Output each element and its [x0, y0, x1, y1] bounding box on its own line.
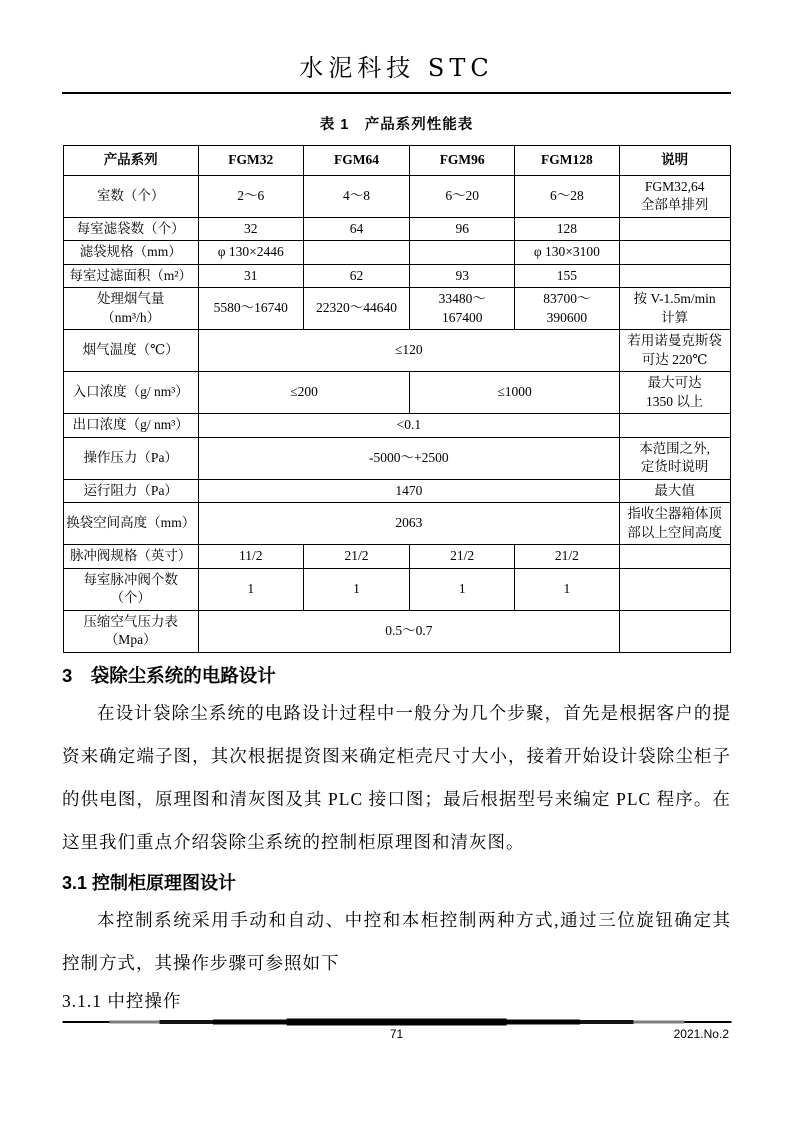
- table-cell: 6～28: [515, 175, 620, 217]
- table-cell: 2063: [198, 503, 619, 545]
- paragraph-control-system: 本控制系统采用手动和自动、中控和本柜控制两种方式,通过三位旋钮确定其控制方式，其操作步骤可参照如下: [62, 909, 731, 973]
- table-cell: 21/2: [303, 545, 410, 569]
- table-row-label: 处理烟气量 （nm³/h）: [63, 288, 198, 330]
- table-row: [63, 217, 730, 241]
- table-cell: 62: [303, 264, 410, 288]
- table-cell: 最大可达 1350 以上: [619, 372, 730, 414]
- table-cell: 64: [303, 217, 410, 241]
- table-cell: 最大值: [619, 479, 730, 503]
- table-cell: 96: [410, 217, 515, 241]
- table-column-header: FGM96: [410, 146, 515, 176]
- table-cell: ≤1000: [410, 372, 619, 414]
- table-cell: 1: [198, 568, 303, 610]
- table-row-label: 操作压力（Pa）: [63, 437, 198, 479]
- paragraph-circuit-design: 在设计袋除尘系统的电路设计过程中一般分为几个步聚，首先是根据客户的提资来确定端子图，其次根据提资图来确定柜壳尺寸大小，接着开始设计袋除尘柜子的供电图，原理图和清灰图及其 PLC 接口图；最后根据型号来编定 PLC 程序。在这里我们重点介绍袋除尘系统的控制柜原理图和清灰图。: [62, 702, 731, 852]
- table-cell: 31: [198, 264, 303, 288]
- table-cell: 指收尘器箱体顶 部以上空间高度: [619, 503, 730, 545]
- page-footer: [62, 1017, 731, 1041]
- journal-title: 水泥科技 STC: [299, 54, 494, 82]
- table-cell: 6～20: [410, 175, 515, 217]
- table-body: [63, 175, 730, 652]
- table-row: [63, 545, 730, 569]
- table-row-label: 压缩空气压力表 （Mpa）: [63, 610, 198, 652]
- table-row-label: 换袋空间高度（mm）: [63, 503, 198, 545]
- footer-rule-bar: [286, 1018, 507, 1025]
- table-cell: 4～8: [303, 175, 410, 217]
- body-text: [62, 664, 731, 1015]
- table-row-label: 运行阻力（Pa）: [63, 479, 198, 503]
- table-row: [63, 437, 730, 479]
- table-cell: 1: [515, 568, 620, 610]
- table-row: [63, 568, 730, 610]
- table-row-label: 室数（个）: [63, 175, 198, 217]
- table-cell: [619, 610, 730, 652]
- table-row: [63, 503, 730, 545]
- table-cell: [619, 568, 730, 610]
- table-column-header: 产品系列: [63, 146, 198, 176]
- table-cell: 1: [303, 568, 410, 610]
- table-column-header: FGM128: [515, 146, 620, 176]
- table-row-label: 烟气温度（℃）: [63, 330, 198, 372]
- table-cell: [410, 241, 515, 265]
- issue-number: 2021.No.2: [673, 1027, 729, 1041]
- page-number: 71: [389, 1027, 404, 1041]
- header-rule: [62, 92, 731, 94]
- table-cell: 若用诺曼克斯袋 可达 220℃: [619, 330, 730, 372]
- table-cell: -5000～+2500: [198, 437, 619, 479]
- table-cell: [619, 241, 730, 265]
- table-cell: 2～6: [198, 175, 303, 217]
- table-cell: 5580～16740: [198, 288, 303, 330]
- table-row-label: 每室脉冲阀个数 （个）: [63, 568, 198, 610]
- section-heading-3: 3 袋除尘系统的电路设计: [62, 664, 276, 686]
- table-cell: [619, 217, 730, 241]
- table-cell: 33480～ 167400: [410, 288, 515, 330]
- table-cell: 22320～44640: [303, 288, 410, 330]
- table-cell: [619, 545, 730, 569]
- table-row: [63, 175, 730, 217]
- table-cell: 11/2: [198, 545, 303, 569]
- table-row: [63, 610, 730, 652]
- table-cell: [303, 241, 410, 265]
- table-row: [63, 479, 730, 503]
- section-heading-3-1: 3.1 控制柜原理图设计: [62, 872, 237, 893]
- footer-line: [62, 1027, 731, 1041]
- table-row: [63, 288, 730, 330]
- table-row: [63, 372, 730, 414]
- table-header-row: [63, 146, 730, 176]
- table-column-header: 说明: [619, 146, 730, 176]
- table-row-label: 入口浓度（g/ nm³）: [63, 372, 198, 414]
- table-cell: 本范围之外, 定货时说明: [619, 437, 730, 479]
- table-cell: 32: [198, 217, 303, 241]
- table-cell: 21/2: [515, 545, 620, 569]
- table-cell: 0.5～0.7: [198, 610, 619, 652]
- table-cell: 1470: [198, 479, 619, 503]
- table-caption: 表 1 产品系列性能表: [319, 117, 474, 133]
- table-cell: 93: [410, 264, 515, 288]
- table-cell: ≤200: [198, 372, 409, 414]
- table-row-label: 滤袋规格（mm）: [63, 241, 198, 265]
- section-heading-3-1-1: 3.1.1 中控操作: [62, 990, 182, 1011]
- table-cell: FGM32,64 全部单排列: [619, 175, 730, 217]
- table-row: [63, 330, 730, 372]
- table-column-header: FGM32: [198, 146, 303, 176]
- table-cell: [619, 264, 730, 288]
- table-cell: 155: [515, 264, 620, 288]
- table-row-label: 每室过滤面积（m²）: [63, 264, 198, 288]
- table-row-label: 出口浓度（g/ nm³）: [63, 414, 198, 438]
- table-row: [63, 241, 730, 265]
- table-cell: 128: [515, 217, 620, 241]
- table-row-label: 脉冲阀规格（英寸）: [63, 545, 198, 569]
- table-cell: <0.1: [198, 414, 619, 438]
- performance-table: [63, 145, 731, 653]
- table-cell: 21/2: [410, 545, 515, 569]
- table-cell: ≤120: [198, 330, 619, 372]
- table-cell: 按 V-1.5m/min 计算: [619, 288, 730, 330]
- table-row: [63, 264, 730, 288]
- table-cell: 83700～ 390600: [515, 288, 620, 330]
- table-row-label: 每室滤袋数（个）: [63, 217, 198, 241]
- table-column-header: FGM64: [303, 146, 410, 176]
- table-cell: [619, 414, 730, 438]
- table-cell: φ 130×3100: [515, 241, 620, 265]
- table-cell: φ 130×2446: [198, 241, 303, 265]
- table-row: [63, 414, 730, 438]
- table-cell: 1: [410, 568, 515, 610]
- footer-rule: [62, 1017, 731, 1026]
